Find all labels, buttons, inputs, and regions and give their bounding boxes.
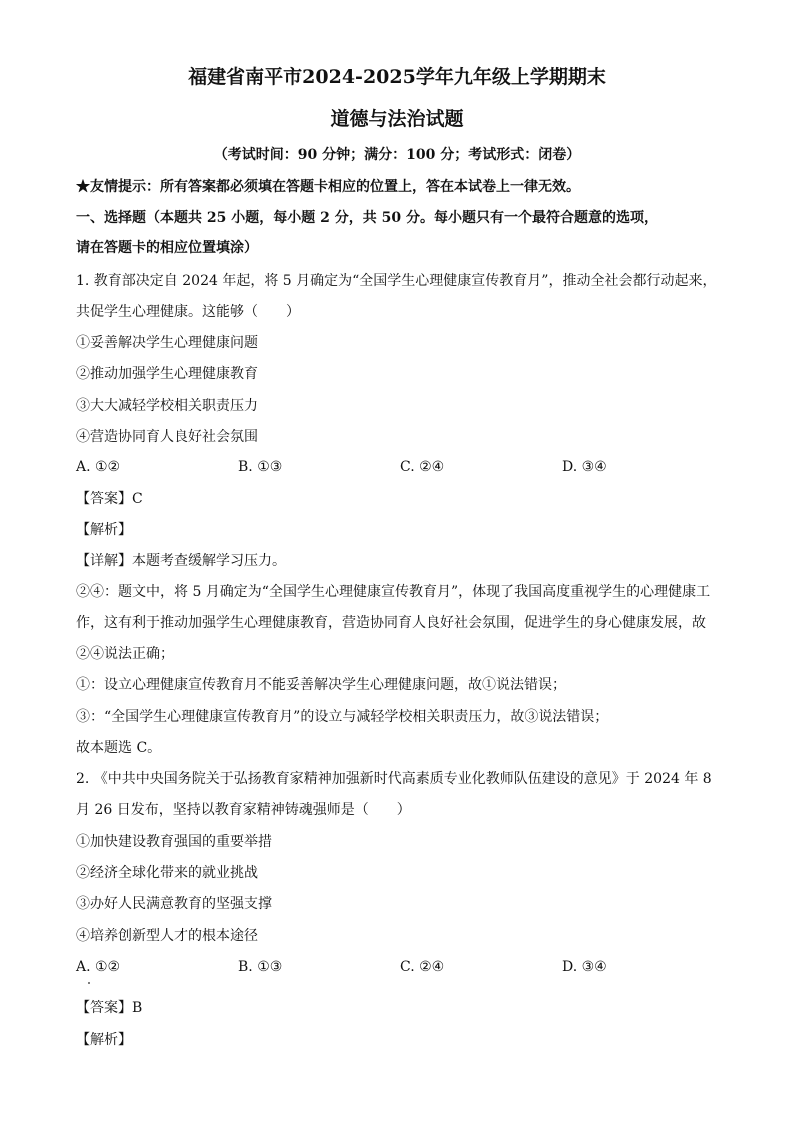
q1-option: ②推动加强学生心理健康教育 — [76, 366, 258, 382]
q2-stem-cont: 月 26 日发布，坚持以教育家精神铸魂强师是（ ） — [76, 802, 411, 818]
q1-choice-d: D. ③④ — [562, 459, 607, 475]
q2-option: ①加快建设教育强国的重要举措 — [76, 834, 272, 850]
q1-option: ④营造协同育人良好社会氛围 — [76, 429, 258, 445]
q2-option: ④培养创新型人才的根本途径 — [76, 928, 258, 944]
q1-option: ①妥善解决学生心理健康问题 — [76, 335, 258, 351]
q1-explanation: ①：设立心理健康宣传教育月不能妥善解决学生心理健康问题，故①说法错误； — [76, 677, 566, 693]
q2-option: ③办好人民满意教育的坚强支撑 — [76, 896, 272, 912]
q1-stem: 1. 教育部决定自 2024 年起，将 5 月确定为“全国学生心理健康宣传教育月”，推动全社会都行动起来， — [76, 273, 717, 289]
q1-detail: 【详解】本题考查缓解学习压力。 — [76, 553, 286, 569]
q1-explanation: 作，这有利于推动加强学生心理健康教育，营造协同育人良好社会氛围，促进学生的身心健康发展，故 — [76, 615, 706, 631]
exam-subject-title: 道德与法治试题 — [330, 108, 464, 130]
exam-info: （考试时间：90 分钟；满分：100 分；考试形式：闭卷） — [213, 147, 581, 163]
q2-choice-c: C. ②④ — [400, 959, 445, 975]
exam-title: 福建省南平市2024-2025学年九年级上学期期末 — [188, 66, 606, 88]
q1-conclusion: 故本题选 C。 — [76, 740, 162, 756]
q1-choice-b: B. ①③ — [238, 459, 283, 475]
q1-answer: 【答案】C — [76, 491, 143, 507]
section-heading-cont: 请在答题卡的相应位置填涂） — [76, 240, 258, 256]
q2-stem: 2. 《中共中央国务院关于弘扬教育家精神加强新时代高素质专业化教师队伍建设的意见》于 2024 年 8 — [76, 771, 712, 787]
q1-choice-a: A. ①② — [76, 459, 121, 475]
q1-explanation: ③：“全国学生心理健康宣传教育月”的设立与减轻学校相关职责压力，故③说法错误； — [76, 709, 609, 725]
q2-choice-b: B. ①③ — [238, 959, 283, 975]
q2-answer: 【答案】B — [76, 1000, 143, 1016]
stray-dot — [88, 982, 90, 984]
q1-option: ③大大减轻学校相关职责压力 — [76, 398, 258, 414]
q2-analysis-label: 【解析】 — [76, 1032, 132, 1048]
q1-choice-c: C. ②④ — [400, 459, 445, 475]
q1-stem-cont: 共促学生心理健康。这能够（ ） — [76, 304, 300, 320]
notice: ★友情提示：所有答案都必须填在答题卡相应的位置上，答在本试卷上一律无效。 — [76, 179, 580, 195]
q1-explanation: ②④：题文中，将 5 月确定为“全国学生心理健康宣传教育月”，体现了我国高度重视学生的心理健康工 — [76, 584, 711, 600]
q1-choices — [76, 457, 734, 477]
q2-option: ②经济全球化带来的就业挑战 — [76, 865, 258, 881]
q1-analysis-label: 【解析】 — [76, 522, 132, 538]
q1-explanation: ②④说法正确； — [76, 646, 174, 662]
q2-choices — [76, 957, 734, 977]
section-heading: 一、选择题（本题共 25 小题，每小题 2 分，共 50 分。每小题只有一个最符合题意的选项， — [76, 210, 658, 226]
q2-choice-d: D. ③④ — [562, 959, 607, 975]
q2-choice-a: A. ①② — [76, 959, 121, 975]
